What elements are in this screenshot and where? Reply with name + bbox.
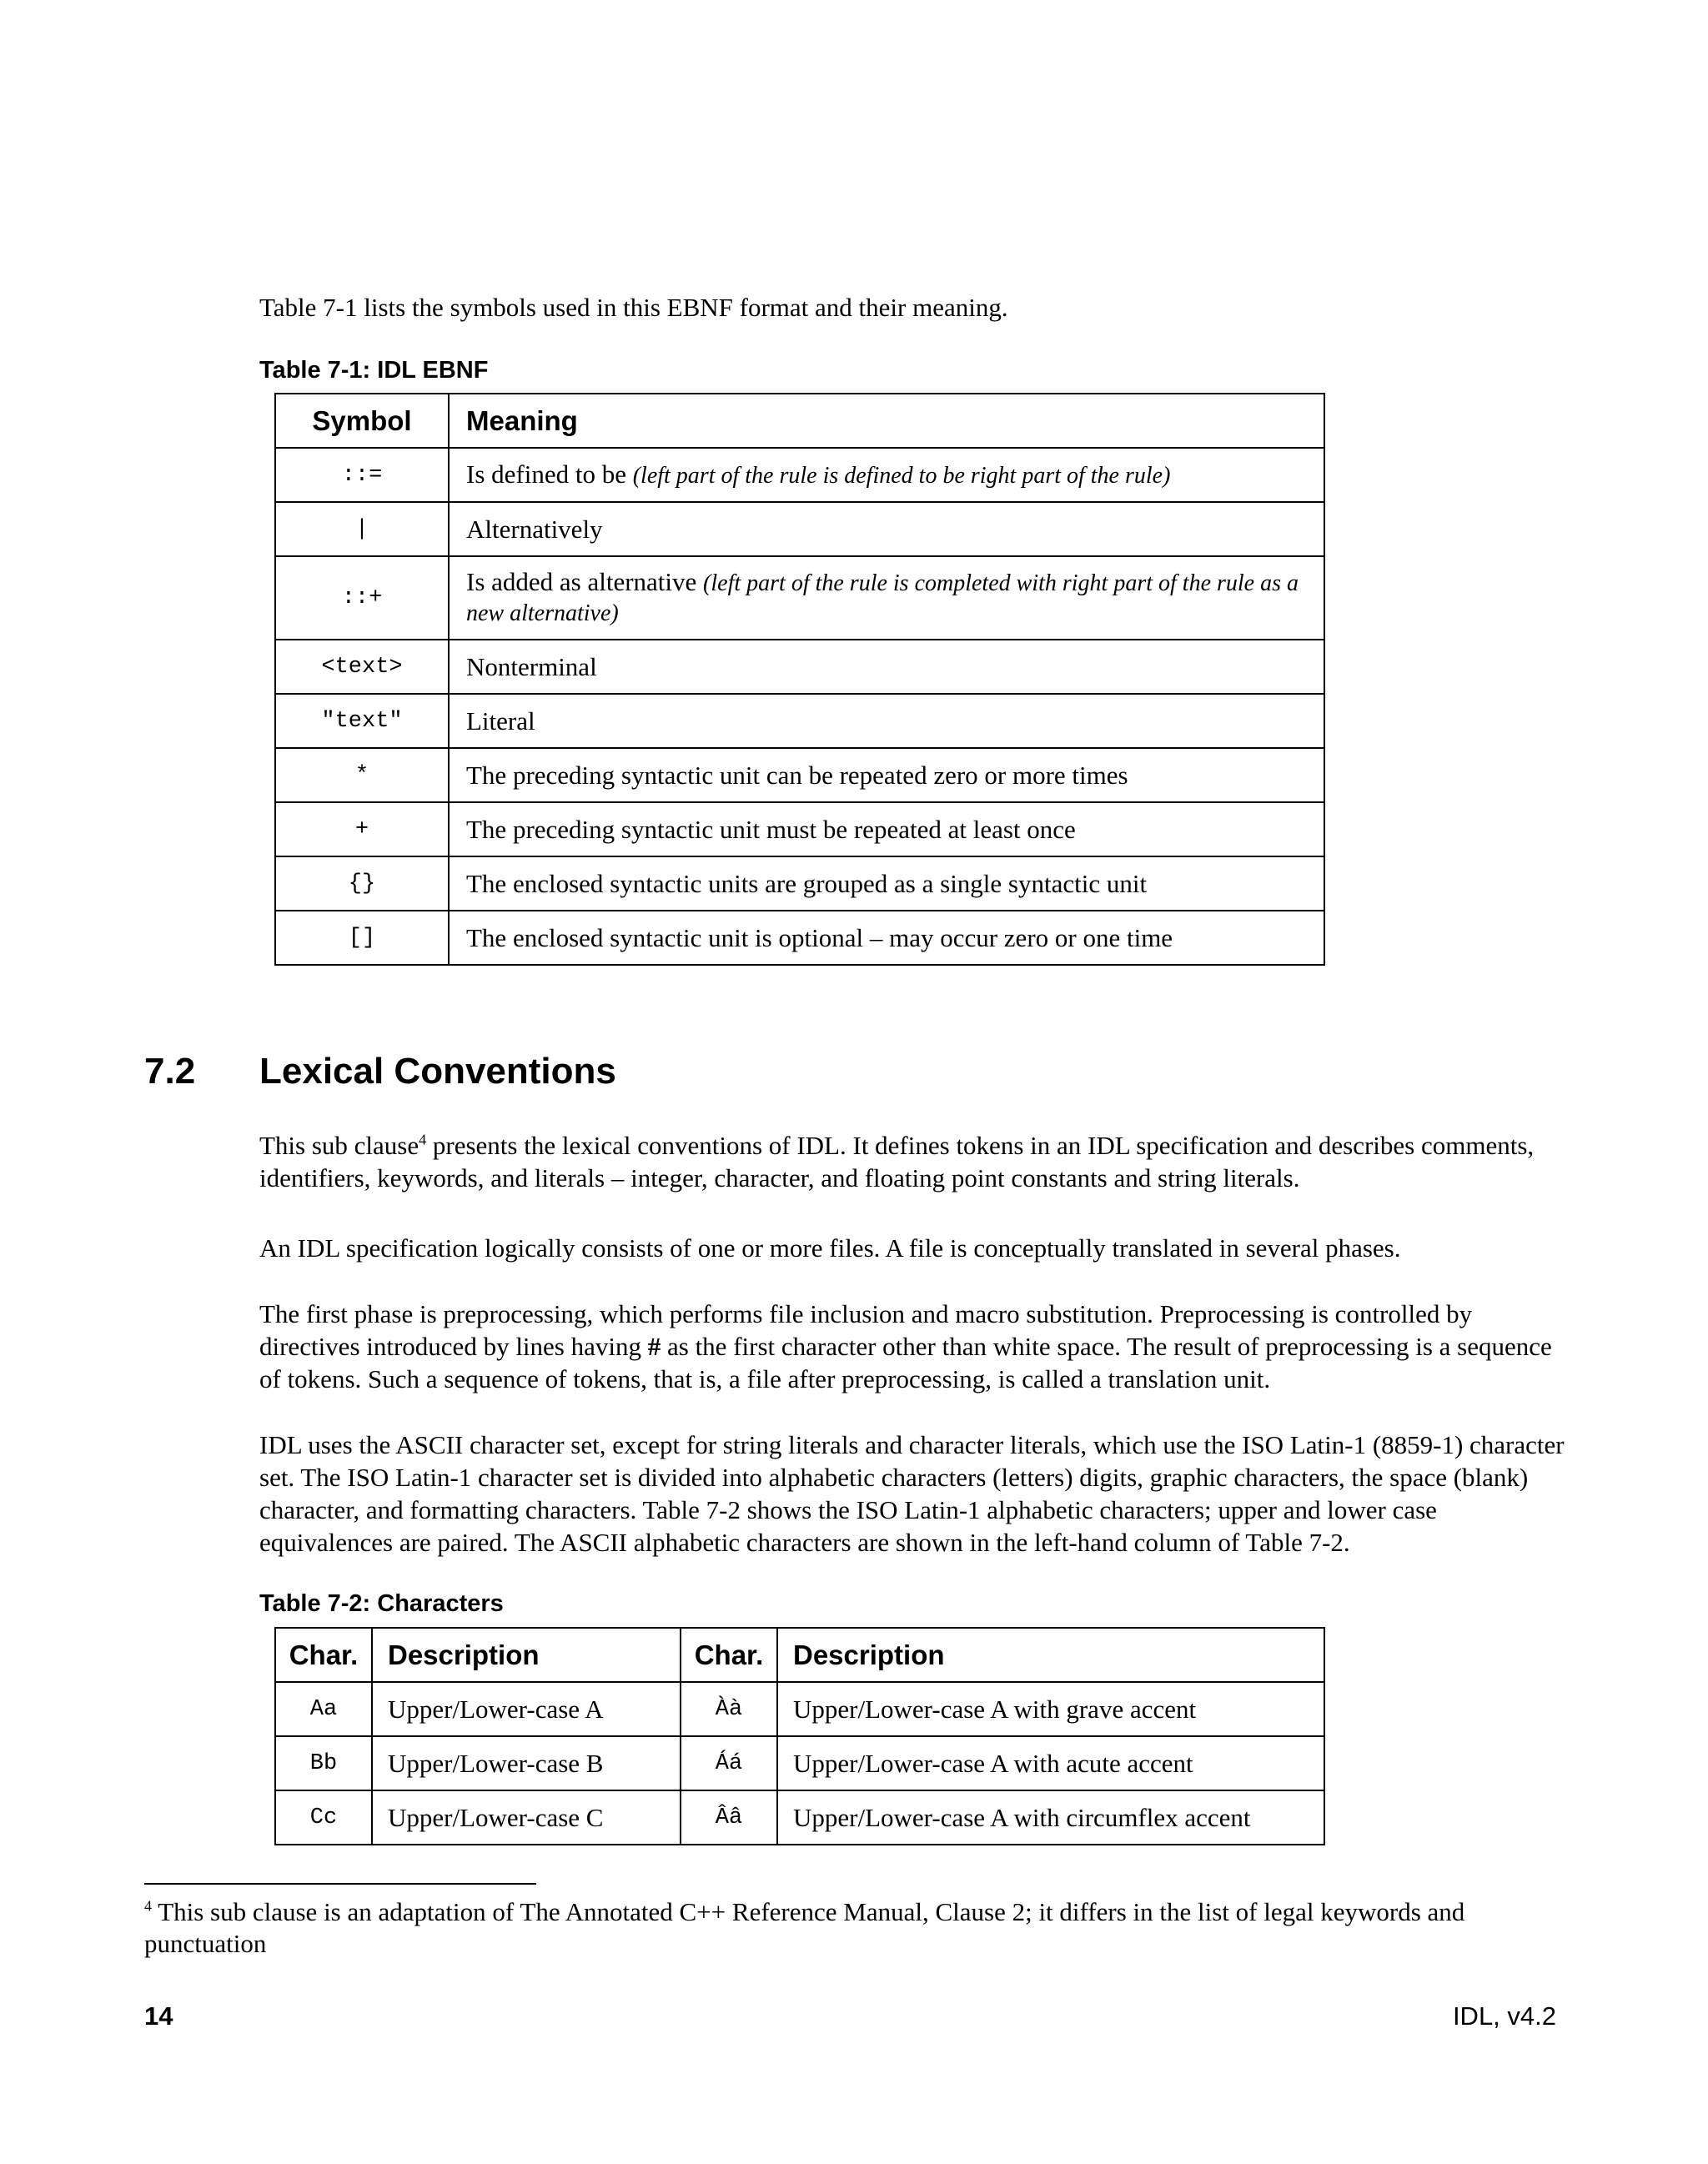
section-number: 7.2 <box>144 1051 196 1092</box>
table-row <box>275 1682 1324 1736</box>
table-header-row <box>275 394 1324 448</box>
table-row <box>275 448 1324 502</box>
column-header: Char. <box>275 1628 372 1682</box>
meaning-cell <box>449 556 1324 640</box>
hash-symbol: # <box>647 1332 661 1361</box>
meaning-cell: The enclosed syntactic units are grouped as a single syntactic unit <box>449 856 1324 911</box>
meaning-note: (left part of the rule is defined to be right part of the rule) <box>632 462 1171 489</box>
meaning-cell: Nonterminal <box>449 640 1324 694</box>
column-header: Char. <box>681 1628 777 1682</box>
char-cell: Aa <box>275 1682 372 1736</box>
symbol-cell: [] <box>275 911 449 965</box>
char-cell: Ââ <box>681 1790 777 1845</box>
meaning-cell: Alternatively <box>449 502 1324 556</box>
meaning-text: Is defined to be <box>466 459 626 489</box>
table2-caption: Table 7-2: Characters <box>259 1590 504 1617</box>
description-cell: Upper/Lower-case B <box>372 1736 681 1790</box>
paragraph-text: The first phase is preprocessing, which performs file inclusion and macro substitution. Preprocessing is controlled by directives introduced by lines having <box>259 1299 1473 1361</box>
table-row <box>275 556 1324 640</box>
paragraph: An IDL specification logically consists of one or more files. A file is conceptually translated in several phases. <box>259 1233 1401 1263</box>
column-header: Symbol <box>275 394 449 448</box>
footnote-mark: 4 <box>144 1897 152 1915</box>
paragraph <box>259 1129 1569 1194</box>
column-header: Description <box>372 1628 681 1682</box>
symbol-cell: {} <box>275 856 449 911</box>
table-row <box>275 802 1324 856</box>
description-cell: Upper/Lower-case C <box>372 1790 681 1845</box>
paragraph-text: as the first character other than white space. The result of preprocessing is a sequence of tokens. Such a sequence of tokens, that is, a file after preprocessing, is called a translation unit. <box>259 1332 1552 1393</box>
meaning-cell <box>449 448 1324 502</box>
table-row <box>275 694 1324 748</box>
char-cell: Cc <box>275 1790 372 1845</box>
table-row <box>275 911 1324 965</box>
char-cell: Bb <box>275 1736 372 1790</box>
intro-text: Table 7-1 lists the symbols used in this EBNF format and their meaning. <box>259 293 1008 322</box>
meaning-cell: The preceding syntactic unit can be repeated zero or more times <box>449 748 1324 802</box>
footnote <box>144 1896 1570 1960</box>
meaning-cell: The preceding syntactic unit must be repeated at least once <box>449 802 1324 856</box>
page-number: 14 <box>144 2001 173 2031</box>
footnote-divider <box>144 1883 536 1885</box>
column-header: Description <box>777 1628 1324 1682</box>
symbol-cell: * <box>275 748 449 802</box>
ebnf-table <box>274 393 1325 966</box>
meaning-cell: Literal <box>449 694 1324 748</box>
section-title: Lexical Conventions <box>259 1051 616 1092</box>
paragraph <box>259 1298 1569 1395</box>
column-header: Meaning <box>449 394 1324 448</box>
paragraph-text: This sub clause <box>259 1131 419 1160</box>
footnote-text: This sub clause is an adaptation of The Annotated C++ Reference Manual, Clause 2; it differs in the list of legal keywords and punctuation <box>144 1897 1465 1958</box>
description-cell: Upper/Lower-case A with acute accent <box>777 1736 1324 1790</box>
paragraph: IDL uses the ASCII character set, except for string literals and character literals, which use the ISO Latin-1 (8859-1) character set. The ISO Latin-1 character set is divided into alphabetic characters (letters) digits, graphic characters, the space (blank) character, and formatting characters. Table 7-2 shows the ISO Latin-1 alphabetic characters; upper and lower case equivalences are paired. The ASCII alphabetic characters are shown in the left-hand column of Table 7-2. <box>259 1430 1565 1557</box>
table-row <box>275 748 1324 802</box>
table1-caption: Table 7-1: IDL EBNF <box>259 357 489 384</box>
meaning-text: Is added as alternative <box>466 567 697 596</box>
symbol-cell: | <box>275 502 449 556</box>
symbol-cell: ::= <box>275 448 449 502</box>
symbol-cell: <text> <box>275 640 449 694</box>
meaning-cell: The enclosed syntactic unit is optional – may occur zero or one time <box>449 911 1324 965</box>
characters-table <box>274 1627 1325 1845</box>
table-row <box>275 856 1324 911</box>
description-cell: Upper/Lower-case A <box>372 1682 681 1736</box>
table-row <box>275 640 1324 694</box>
footnote-ref: 4 <box>419 1131 427 1148</box>
document-id: IDL, v4.2 <box>1452 2001 1556 2031</box>
char-cell: Àà <box>681 1682 777 1736</box>
paragraph-text: presents the lexical conventions of IDL. It defines tokens in an IDL specification and describes comments, identifiers, keywords, and literals – integer, character, and floating point constants and string literals. <box>259 1131 1535 1192</box>
symbol-cell: "text" <box>275 694 449 748</box>
meaning-note: (left part of the rule is completed with right part of the rule as a new alternative) <box>466 570 1299 626</box>
table-row <box>275 1790 1324 1845</box>
symbol-cell: + <box>275 802 449 856</box>
description-cell: Upper/Lower-case A with circumflex accent <box>777 1790 1324 1845</box>
table-header-row <box>275 1628 1324 1682</box>
char-cell: Áá <box>681 1736 777 1790</box>
table-row <box>275 1736 1324 1790</box>
table-row <box>275 502 1324 556</box>
description-cell: Upper/Lower-case A with grave accent <box>777 1682 1324 1736</box>
symbol-cell: ::+ <box>275 556 449 640</box>
